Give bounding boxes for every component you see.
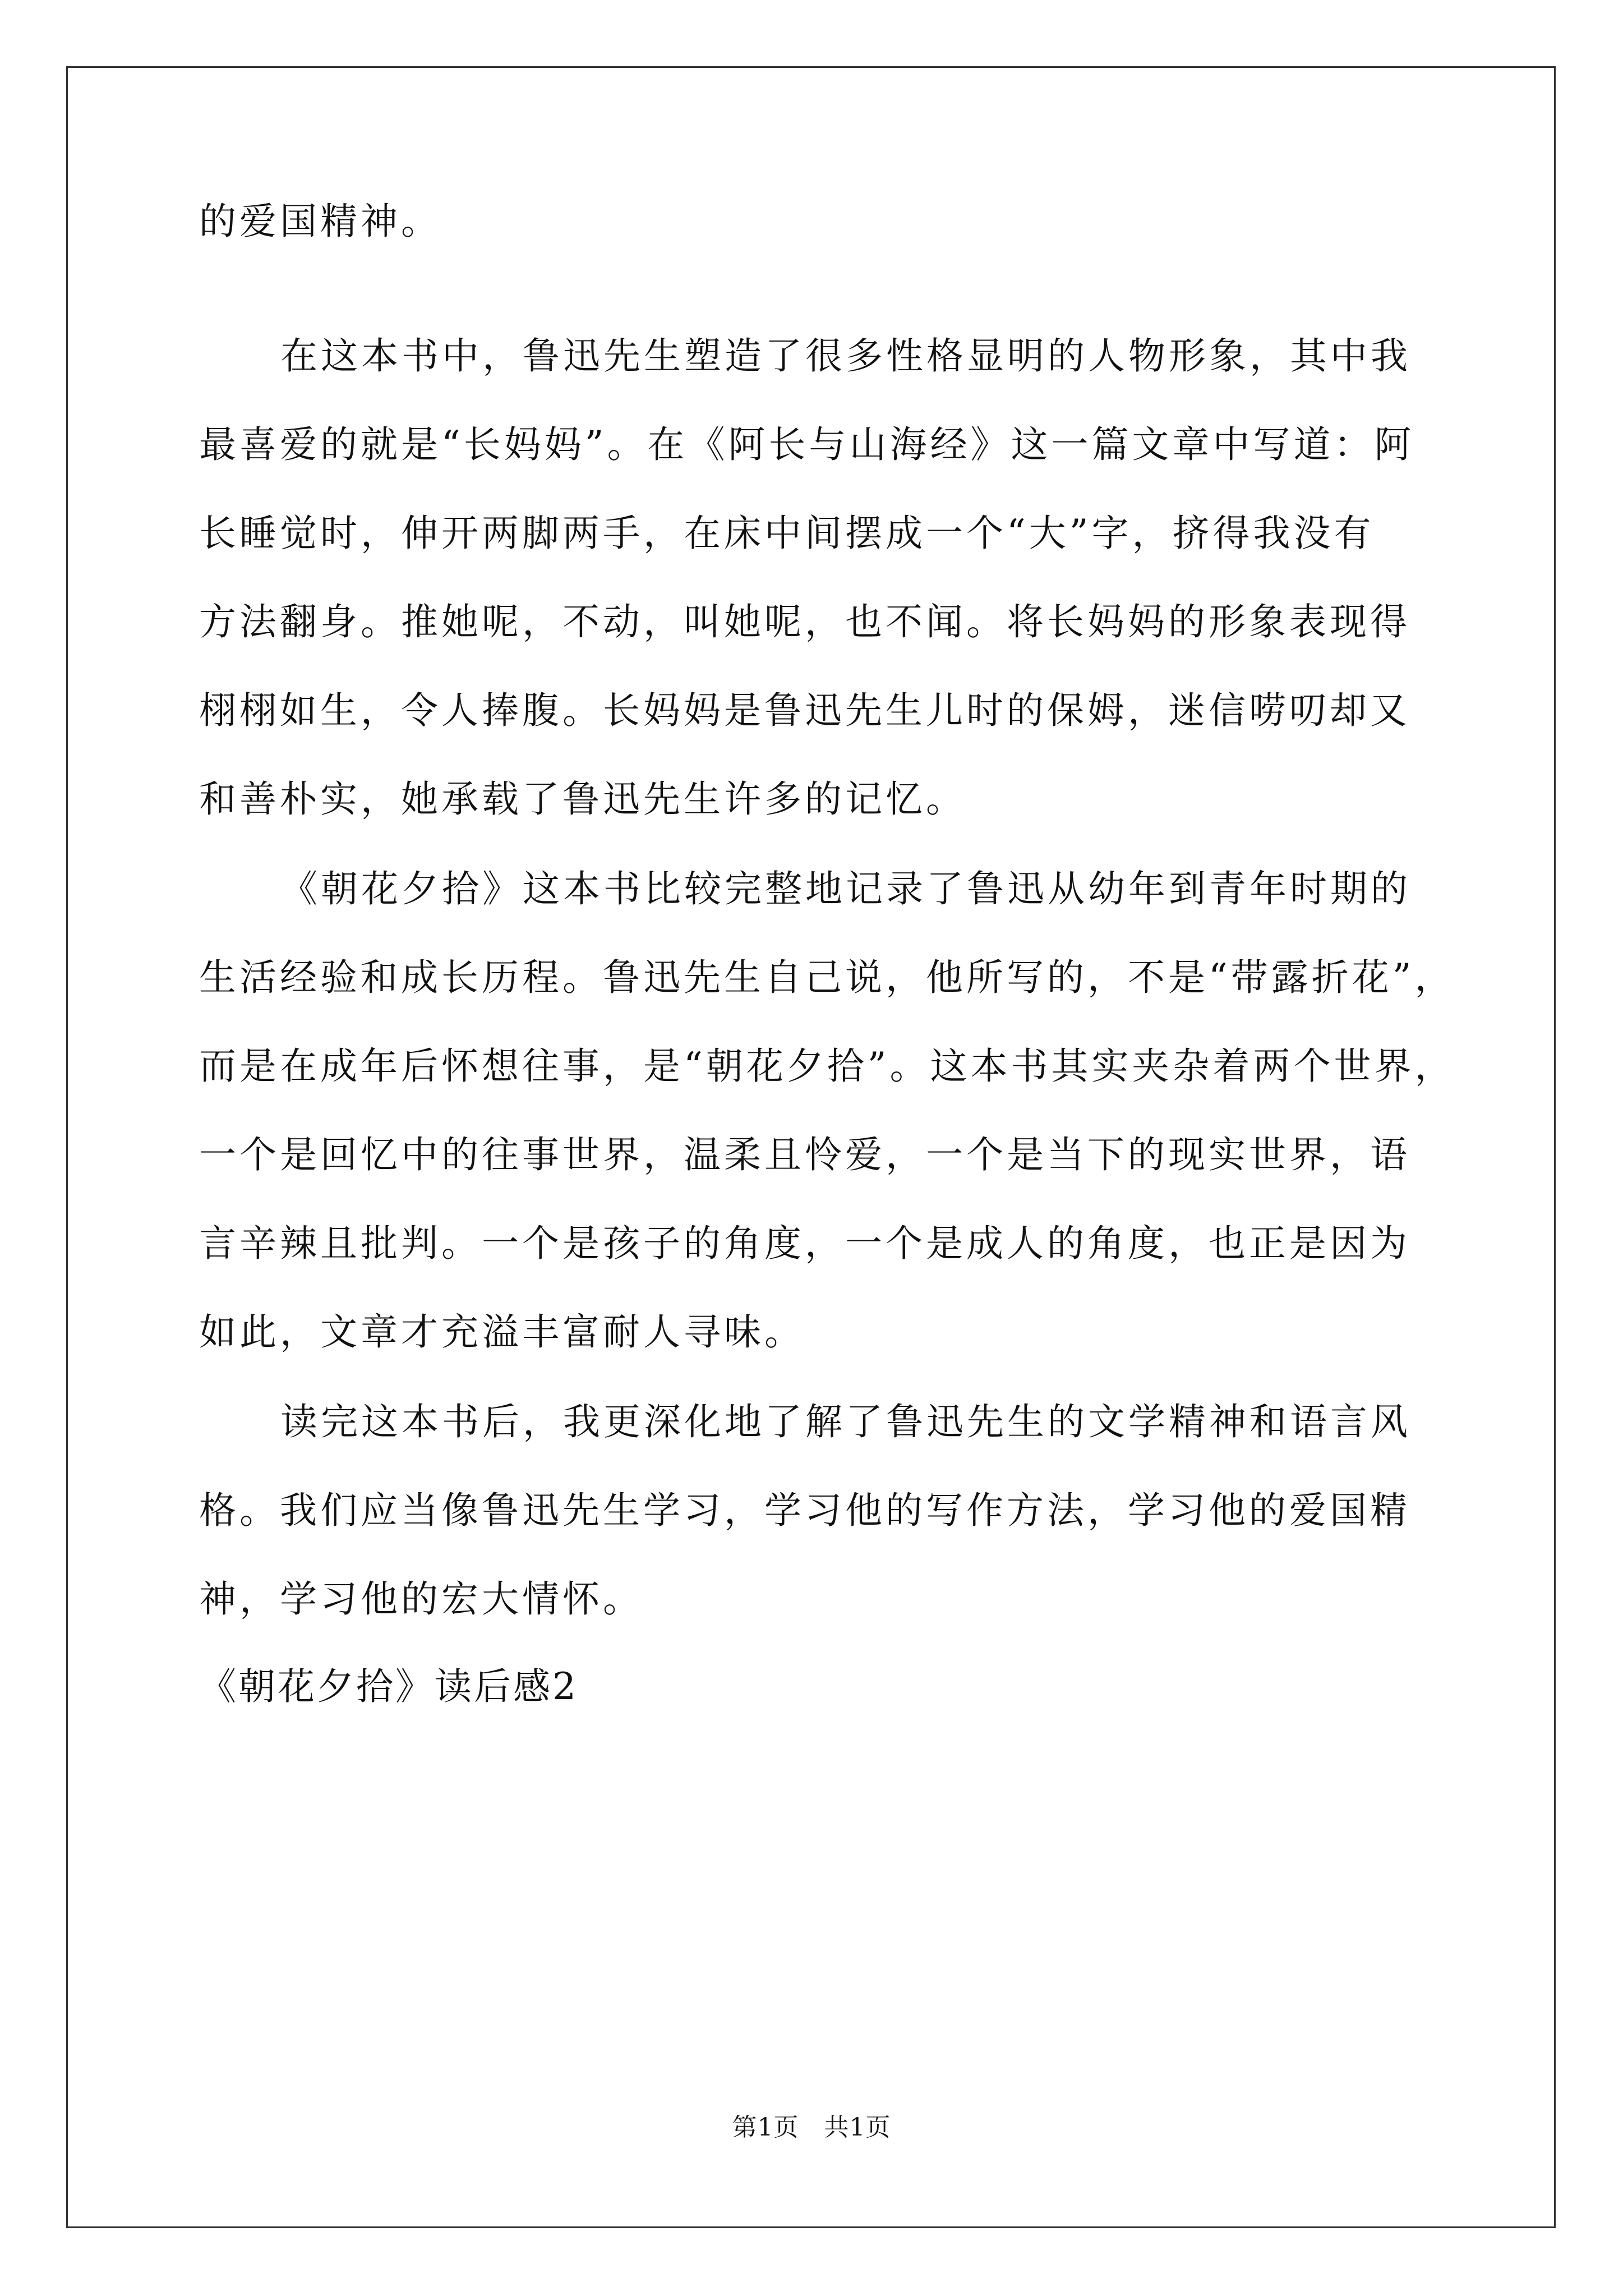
text-line: 如此，文章才充溢丰富耐人寻味。 [199, 1310, 805, 1354]
text-line: 方法翻身。推她呢，不动，叫她呢，也不闻。将长妈妈的形象表现得 [199, 600, 1410, 643]
text-line: 长睡觉时，伸开两脚两手，在床中间摆成一个“大”字，挤得我没有 [199, 512, 1375, 555]
text-line: 而是在成年后怀想往事，是“朝花夕拾”。这本书其实夹杂着两个世界， [199, 1045, 1455, 1088]
text-line: 的爱国精神。 [199, 200, 441, 243]
text-line: 栩栩如生，令人捧腹。长妈妈是鲁迅先生儿时的保姆，迷信唠叨却又 [199, 689, 1410, 732]
text-line: 最喜爱的就是“长妈妈”。在《阿长与山海经》这一篇文章中写道：阿 [199, 423, 1415, 466]
text-line: 读完这本书后，我更深化地了解了鲁迅先生的文学精神和语言风 [280, 1400, 1411, 1443]
text-line: 生活经验和成长历程。鲁迅先生自己说，他所写的，不是“带露折花”， [199, 956, 1455, 999]
section-heading: 《朝花夕拾》读后感2 [199, 1665, 578, 1708]
text-line: 在这本书中，鲁迅先生塑造了很多性格显明的人物形象，其中我 [280, 334, 1411, 378]
text-line: 《朝花夕拾》这本书比较完整地记录了鲁迅从幼年到青年时期的 [280, 867, 1411, 910]
text-line: 言辛辣且批判。一个是孩子的角度，一个是成人的角度，也正是因为 [199, 1222, 1410, 1265]
text-line: 格。我们应当像鲁迅先生学习，学习他的写作方法，学习他的爱国精 [199, 1489, 1410, 1532]
page-footer: 第1页 共1页 [732, 2113, 891, 2142]
text-line: 神，学习他的宏大情怀。 [199, 1577, 643, 1621]
text-line: 和善朴实，她承载了鲁迅先生许多的记忆。 [199, 777, 966, 821]
text-line: 一个是回忆中的往事世界，温柔且怜爱，一个是当下的现实世界，语 [199, 1133, 1410, 1176]
